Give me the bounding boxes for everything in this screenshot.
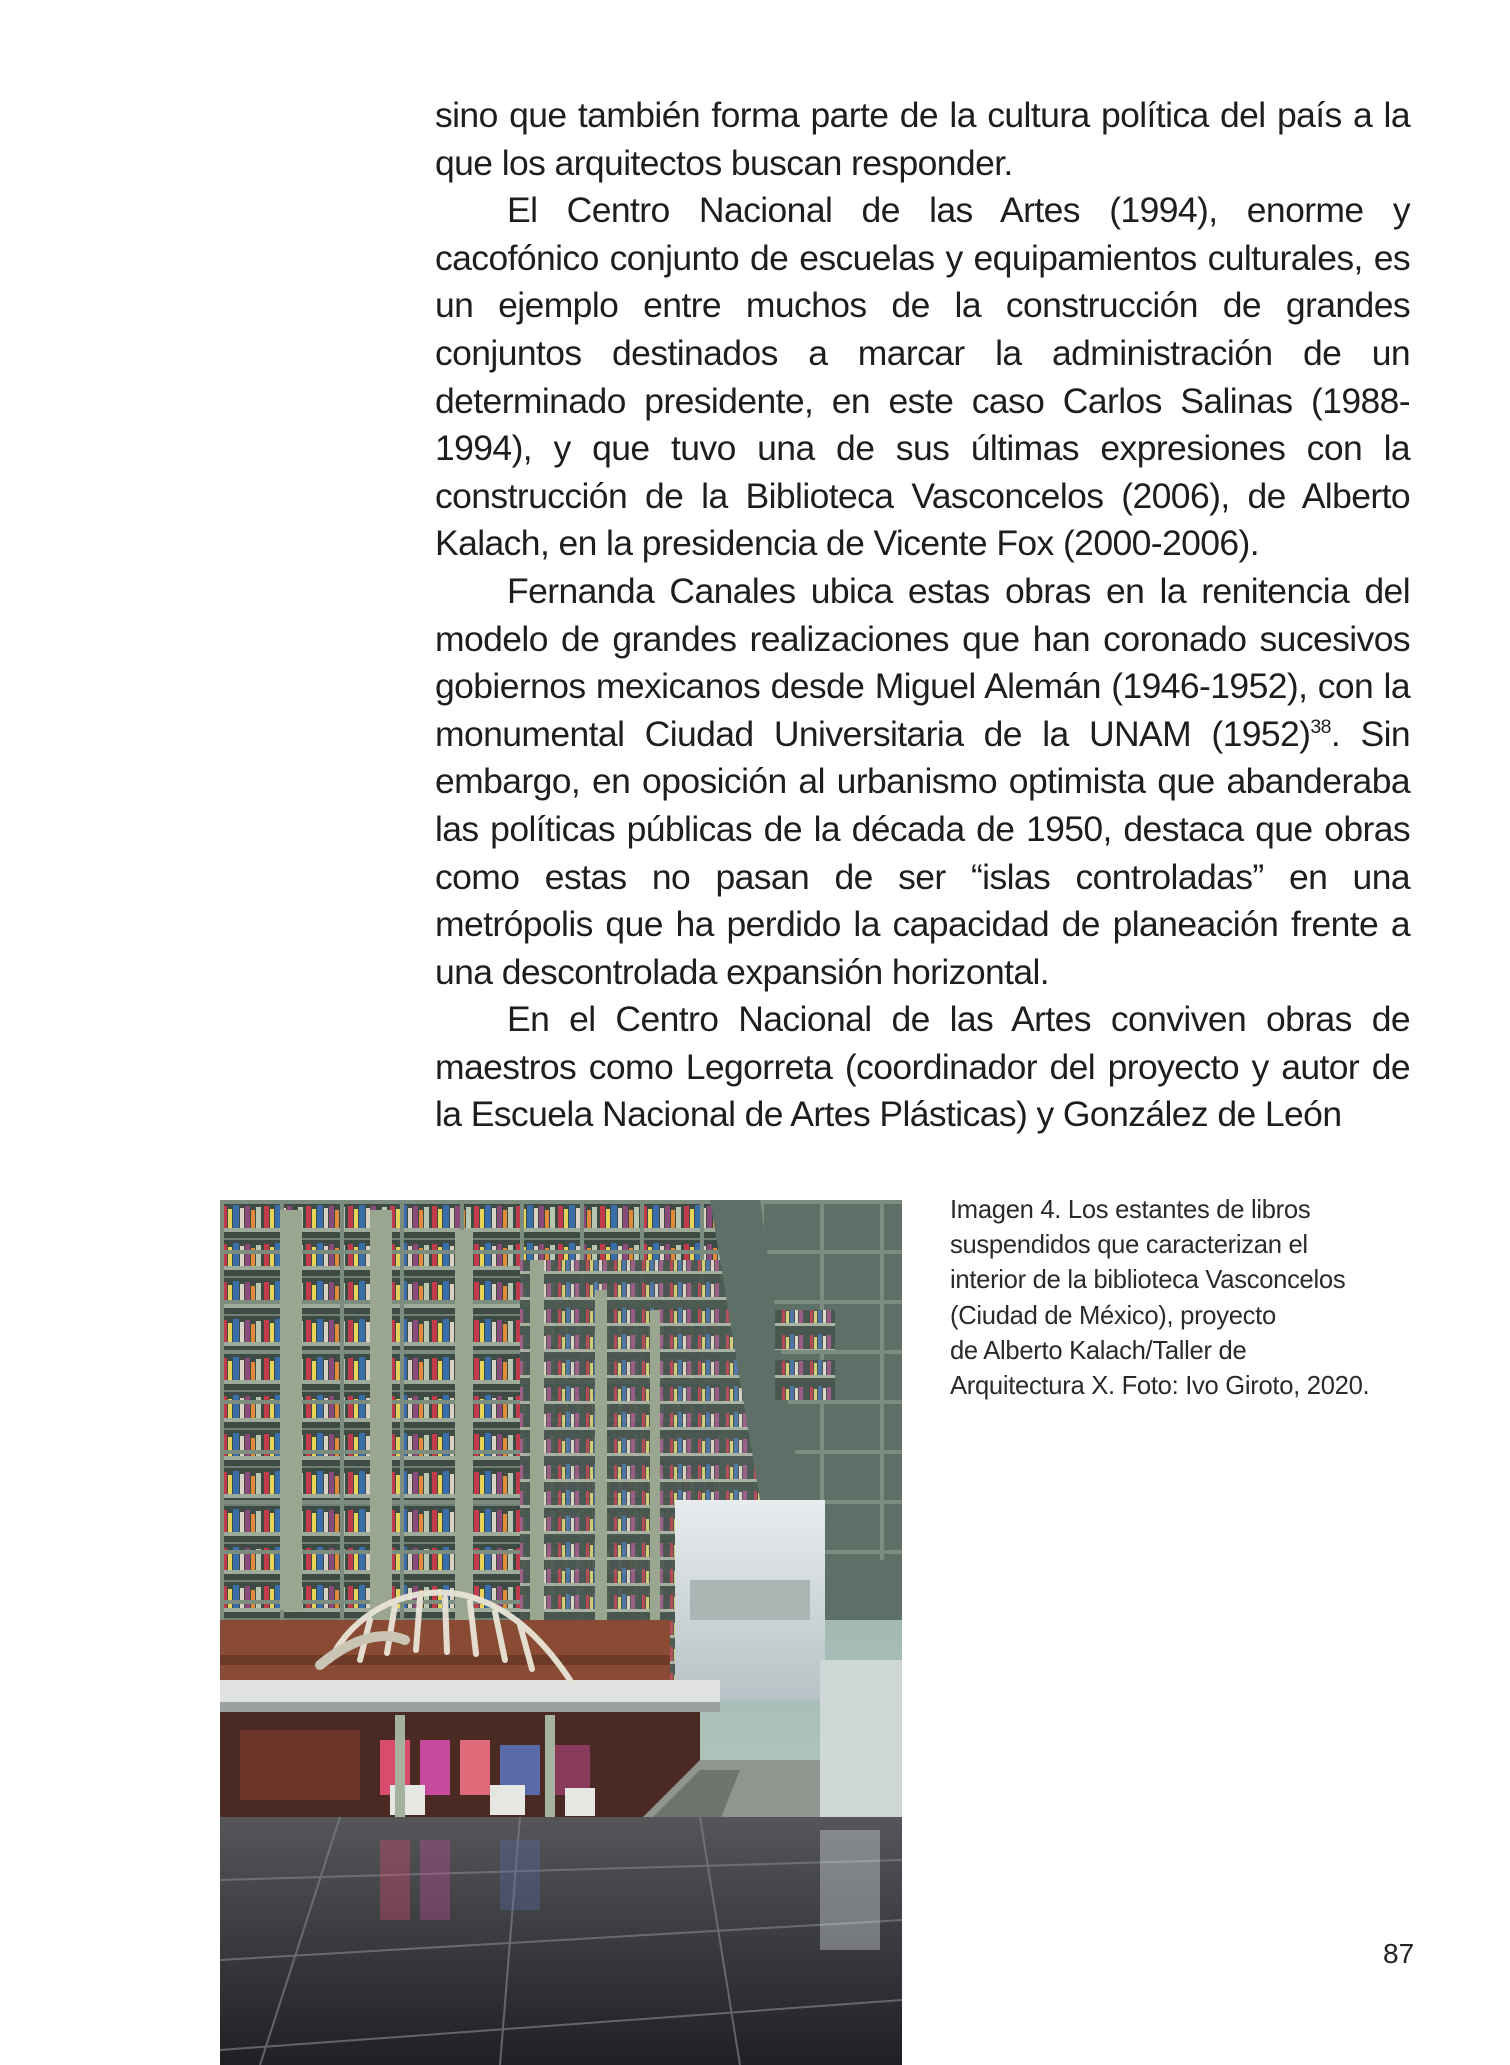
page-number: 87	[1383, 1938, 1415, 1969]
caption-line: (Ciudad de México), proyecto	[950, 1301, 1276, 1330]
caption-line: de Alberto Kalach/Taller de	[950, 1336, 1247, 1365]
caption-line: interior de la biblioteca Vasconcelos	[950, 1266, 1346, 1295]
caption-line: suspendidos que caracterizan el	[950, 1231, 1308, 1260]
paragraph-4: En el Centro Nacional de las Artes conviven obras de maestros como Legorreta (coordinador del proyecto y autor de la Escuela Nacional de Artes Plásticas) y González de León	[435, 999, 1410, 1135]
caption-line: Arquitectura X. Foto: Ivo Giroto, 2020.	[950, 1372, 1370, 1401]
paragraph-1: sino que también forma parte de la cultura política del país a la que los arquitectos buscan responder.	[435, 95, 1410, 183]
figure-caption	[950, 1193, 1410, 1404]
body-text	[435, 92, 1410, 1139]
library-photo	[220, 1200, 902, 2065]
paragraph-2: El Centro Nacional de las Artes (1994), enorme y cacofónico conjunto de escuelas y equipamientos culturales, es un ejemplo entre muchos de la construcción de grandes conjuntos destinados a marcar la administración de un determinado presidente, en este caso Carlos Salinas (1988-1994), y que tuvo una de sus últimas expresiones con la construcción de la Biblioteca Vasconcelos (2006), de Alberto Kalach, en la presidencia de Vicente Fox (2000-2006).	[435, 190, 1410, 564]
paragraph-3: Fernanda Canales ubica estas obras en la renitencia del modelo de grandes realizaciones que han coronado sucesivos gobiernos mexicanos desde Miguel Alemán (1946-1952), con la monumental Ciudad Universitaria de la UNAM $(1952)^{38}$. Sin embargo, en oposición al urbanismo optimista que abanderaba las políticas públicas de la década de 1950, destaca que obras como estas no pasan de ser “islas controladas” en una metrópolis que ha perdido la capacidad de planeación frente a una descontrolada expansión horizontal.	[435, 570, 1410, 992]
caption-line: Imagen 4. Los estantes de libros	[950, 1196, 1311, 1224]
footnote-marker[interactable]: 38	[1310, 715, 1331, 738]
